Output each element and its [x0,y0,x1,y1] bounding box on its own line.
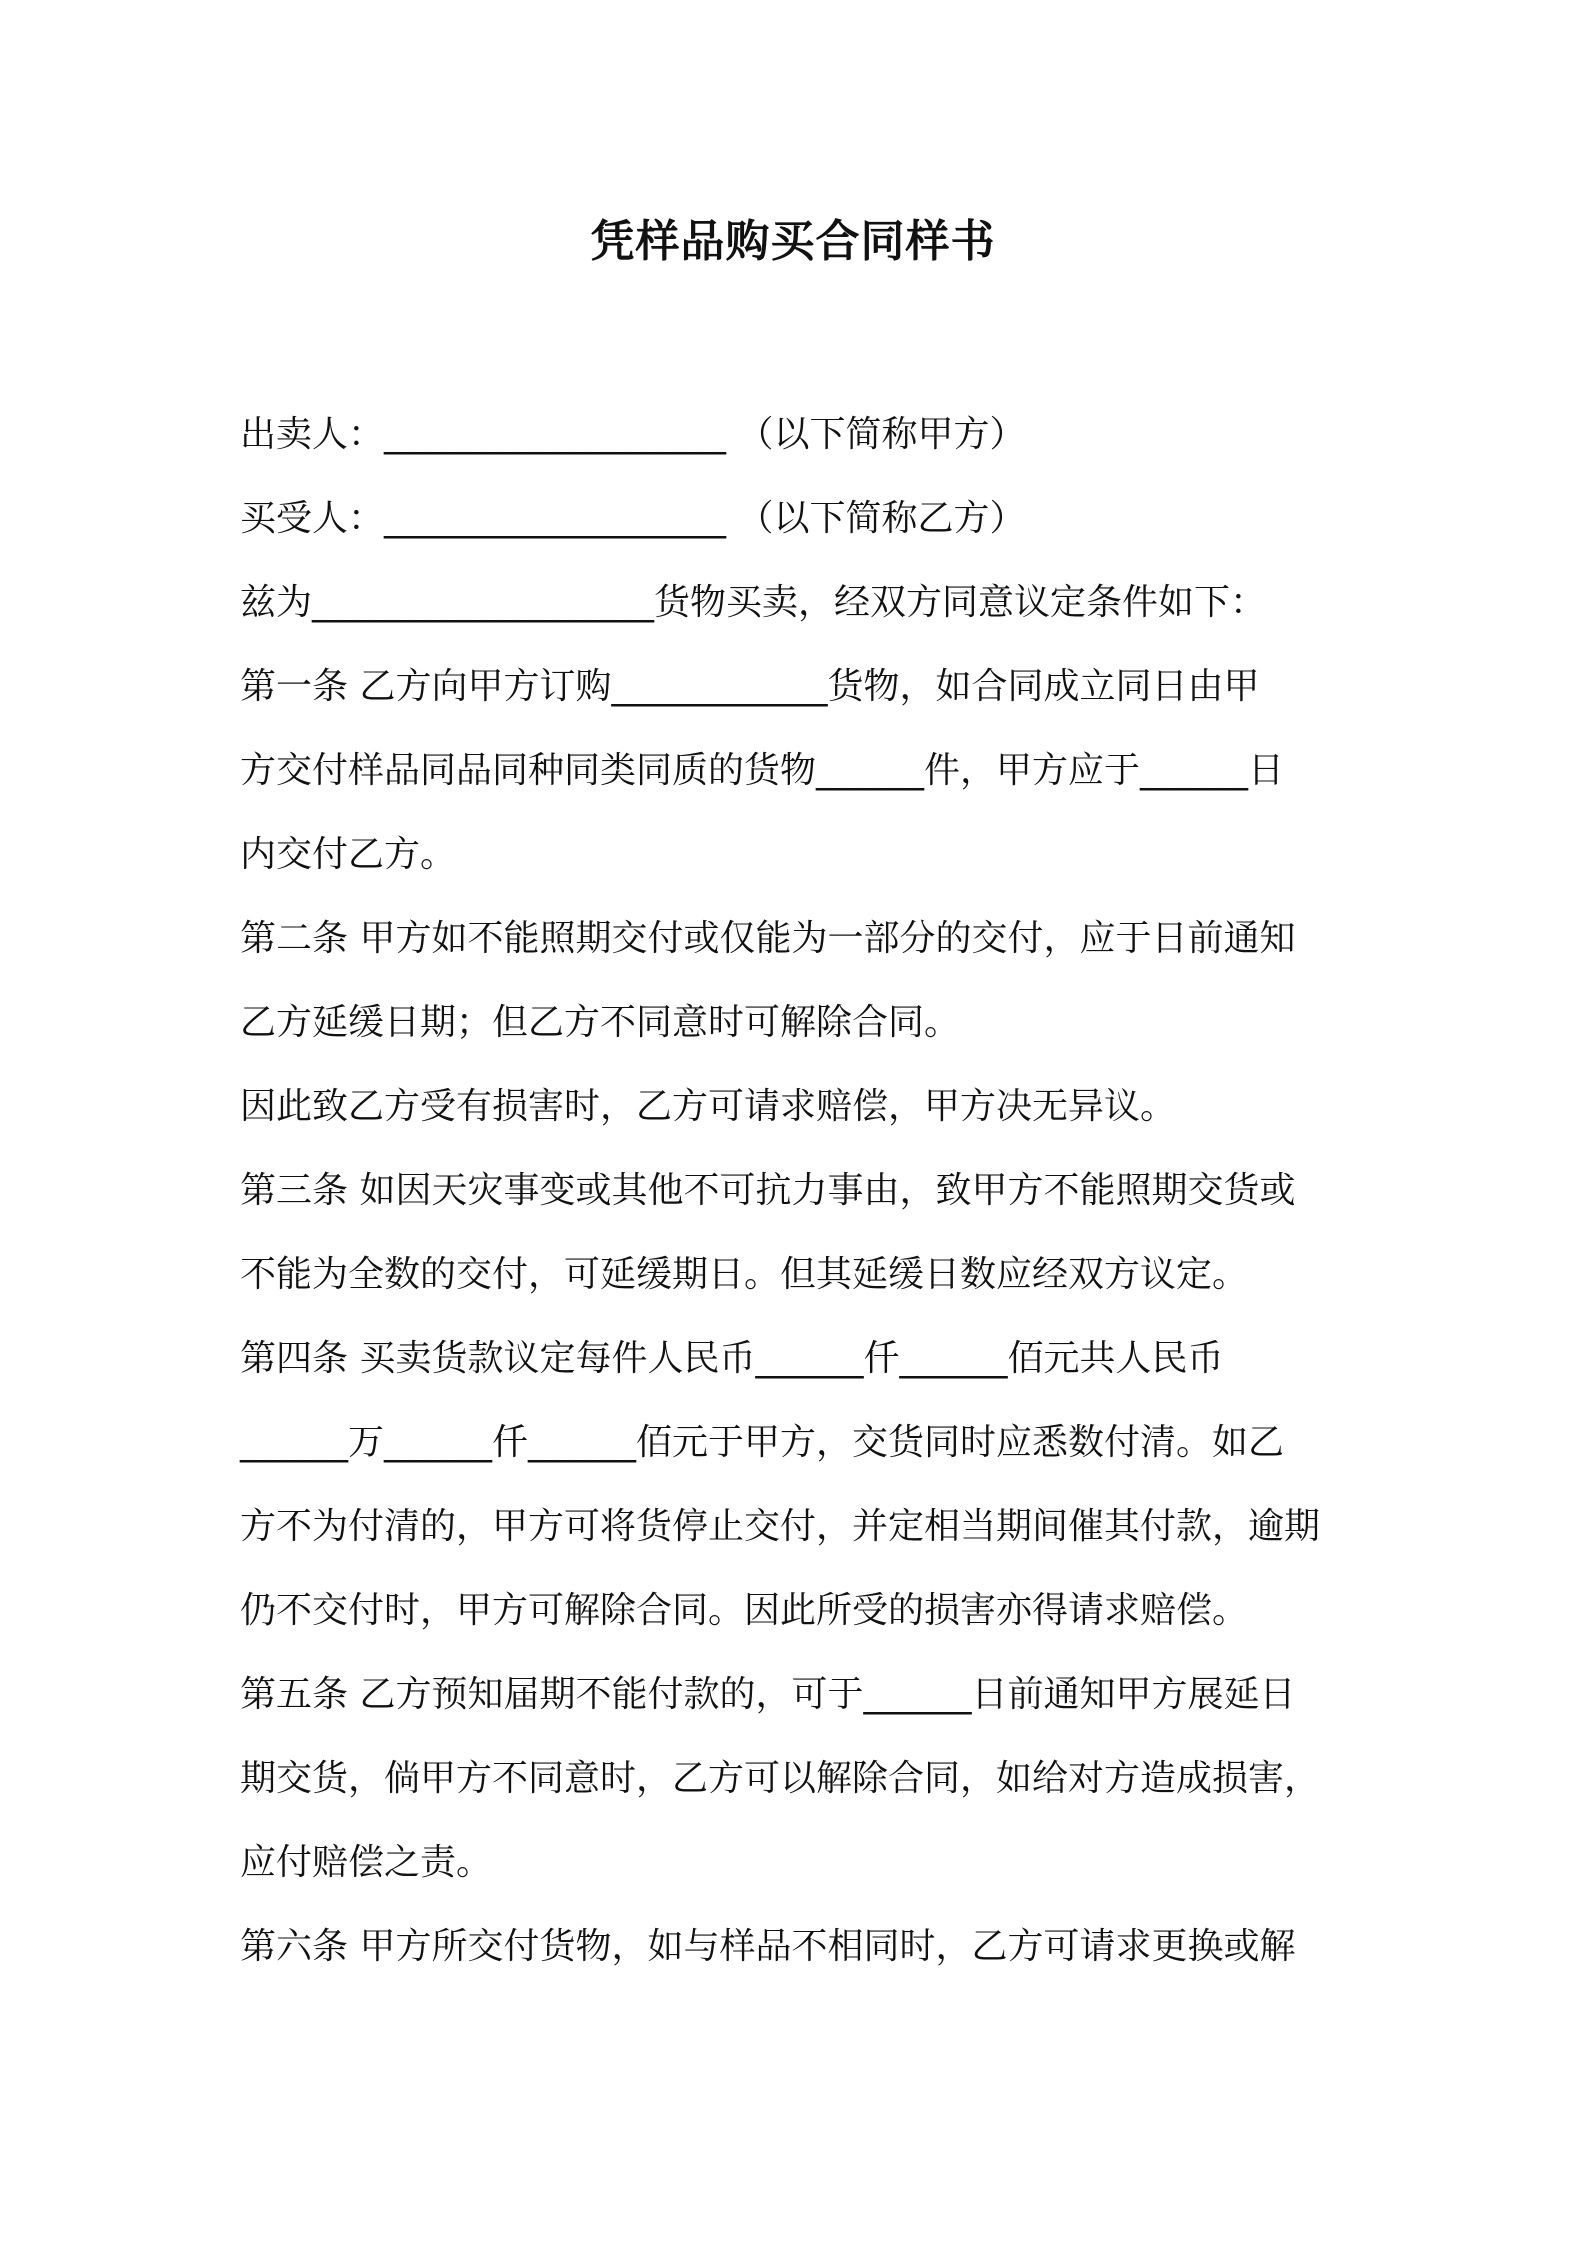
article-1-line-3: 内交付乙方。 [240,834,457,875]
article-1-line-1: 第一条 乙方向甲方订购____________货物，如合同成立同日由甲 [240,666,1260,707]
article-5-line-2: 期交货，倘甲方不同意时，乙方可以解除合同，如给对方造成损害， [240,1758,1321,1799]
article-2-line-1: 第二条 甲方如不能照期交付或仅能为一部分的交付，应于日前通知 [240,918,1296,959]
article-5-line-3: 应付赔偿之责。 [240,1842,493,1883]
article-4-line-3: 方不为付清的，甲方可将货停止交付，并定相当期间催其付款，逾期 [240,1506,1321,1547]
article-6-line-1: 第六条 甲方所交付货物，如与样品不相同时，乙方可请求更换或解 [240,1926,1296,1967]
article-5-line-1: 第五条 乙方预知届期不能付款的，可于______日前通知甲方展延日 [240,1674,1296,1715]
article-4-line-4: 仍不交付时，甲方可解除合同。因此所受的损害亦得请求赔偿。 [240,1590,1249,1631]
preamble-line: 兹为___________________货物买卖，经双方同意议定条件如下： [240,582,1267,623]
article-3-line-1: 第三条 如因天灾事变或其他不可抗力事由，致甲方不能照期交货或 [240,1170,1296,1211]
article-4-line-1: 第四条 买卖货款议定每件人民币______仟______佰元共人民币 [240,1338,1224,1379]
article-3-line-2: 不能为全数的交付，可延缓期日。但其延缓日数应经双方议定。 [240,1254,1249,1295]
article-2-line-2: 乙方延缓日期；但乙方不同意时可解除合同。 [240,1002,961,1043]
document-title: 凭样品购买合同样书 [590,216,996,267]
article-2-line-3: 因此致乙方受有损害时，乙方可请求赔偿，甲方决无异议。 [240,1086,1177,1127]
article-1-line-2: 方交付样品同品同种同类同质的货物______件，甲方应于______日 [240,750,1285,791]
seller-line: 出卖人：___________________ （以下简称甲方） [240,414,1026,455]
article-4-line-2: ______万______仟______佰元于甲方，交货同时应悉数付清。如乙 [240,1422,1285,1463]
buyer-line: 买受人：___________________ （以下简称乙方） [240,498,1026,539]
